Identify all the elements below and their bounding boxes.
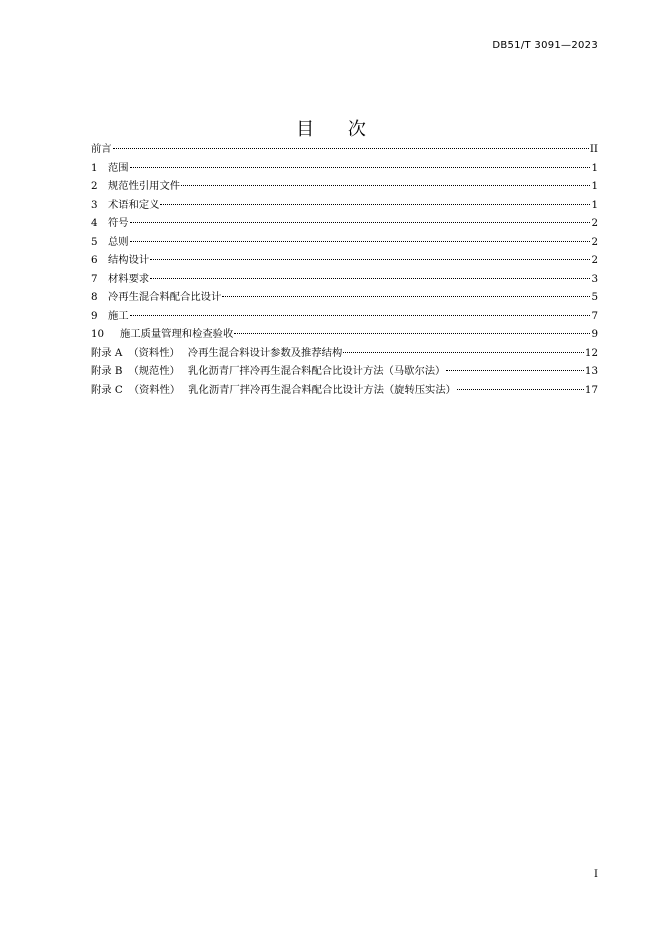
toc-entry-5[interactable] — [91, 233, 598, 252]
toc-entry-page: 12 — [584, 346, 598, 359]
toc-list — [91, 140, 598, 399]
toc-entry-label: 冷再生混合料配合比设计 — [108, 291, 222, 303]
toc-entry-number: 8 — [91, 291, 98, 303]
toc-appendix-number: 附录 C — [91, 383, 123, 396]
toc-entry-page: 2 — [591, 217, 598, 229]
toc-leader-dots — [181, 184, 590, 186]
toc-leader-dots — [160, 203, 590, 205]
toc-entry-2[interactable] — [91, 177, 598, 196]
toc-entry-page: 5 — [591, 291, 598, 303]
toc-entry-number: 5 — [91, 235, 98, 248]
toc-appendix-number: 附录 B — [91, 365, 123, 377]
toc-leader-dots — [130, 221, 591, 223]
toc-entry-1[interactable] — [91, 159, 598, 178]
toc-leader-dots — [113, 147, 589, 149]
toc-appendix-type: （规范性） — [128, 365, 180, 377]
toc-entry-number: 2 — [91, 180, 98, 192]
toc-entry-label: 符号 — [108, 217, 129, 229]
toc-leader-dots — [234, 332, 590, 334]
toc-leader-dots — [150, 258, 590, 260]
toc-entry-number: 10 — [91, 328, 105, 340]
toc-entry-label: 规范性引用文件 — [108, 180, 181, 192]
toc-appendix-type: （资料性） — [128, 346, 180, 359]
toc-entry-page: 1 — [591, 180, 598, 192]
toc-entry-4[interactable] — [91, 214, 598, 233]
toc-leader-dots — [343, 351, 584, 353]
toc-leader-dots — [222, 295, 590, 297]
toc-appendix-type: （资料性） — [128, 383, 181, 396]
toc-leader-dots — [130, 240, 591, 242]
toc-entry-page: 2 — [591, 235, 598, 248]
page-number: I — [594, 869, 598, 880]
toc-entry-foreword[interactable] — [91, 140, 598, 159]
toc-entry-10[interactable] — [91, 325, 598, 344]
toc-entry-page: 7 — [591, 309, 598, 322]
toc-entry-page: 3 — [591, 272, 598, 285]
toc-entry-appendix-c[interactable] — [91, 381, 598, 400]
toc-entry-label: 前言 — [91, 143, 112, 155]
toc-entry-label: 乳化沥青厂拌冷再生混合料配合比设计方法（马歇尔法） — [187, 365, 446, 377]
toc-entry-page: 2 — [591, 254, 598, 266]
toc-leader-dots — [150, 277, 590, 279]
toc-entry-page: 13 — [584, 365, 598, 377]
toc-leader-dots — [130, 166, 591, 168]
toc-entry-7[interactable] — [91, 270, 598, 289]
document-code: DB51/T 3091—2023 — [492, 40, 598, 51]
toc-entry-label: 结构设计 — [108, 254, 150, 266]
toc-entry-8[interactable] — [91, 288, 598, 307]
toc-entry-appendix-a[interactable] — [91, 344, 598, 363]
toc-entry-3[interactable] — [91, 196, 598, 215]
toc-entry-6[interactable] — [91, 251, 598, 270]
toc-title: 目 次 — [296, 119, 380, 140]
toc-entry-number: 4 — [91, 217, 98, 229]
toc-entry-label: 术语和定义 — [108, 198, 160, 211]
toc-entry-9[interactable] — [91, 307, 598, 326]
toc-entry-page: 1 — [591, 161, 598, 174]
toc-entry-number: 1 — [91, 161, 98, 174]
toc-entry-page: 17 — [584, 383, 598, 396]
toc-entry-label: 总则 — [108, 235, 129, 248]
toc-entry-label: 冷再生混合料设计参数及推荐结构 — [187, 346, 343, 359]
toc-entry-page: 1 — [591, 198, 598, 211]
toc-leader-dots — [130, 314, 591, 316]
toc-appendix-number: 附录 A — [91, 346, 123, 359]
toc-entry-label: 范围 — [108, 161, 129, 174]
toc-entry-label: 材料要求 — [108, 272, 150, 285]
toc-entry-page: II — [589, 143, 598, 155]
toc-entry-appendix-b[interactable] — [91, 362, 598, 381]
toc-entry-page: 9 — [591, 328, 598, 340]
toc-entry-label: 乳化沥青厂拌冷再生混合料配合比设计方法（旋转压实法） — [188, 383, 456, 396]
toc-entry-label: 施工质量管理和检查验收 — [120, 328, 234, 340]
toc-leader-dots — [457, 388, 584, 390]
toc-entry-number: 3 — [91, 198, 98, 211]
toc-leader-dots — [446, 369, 584, 371]
toc-entry-number: 9 — [91, 309, 98, 322]
toc-entry-number: 7 — [91, 272, 98, 285]
toc-entry-label: 施工 — [108, 309, 129, 322]
toc-entry-number: 6 — [91, 254, 98, 266]
